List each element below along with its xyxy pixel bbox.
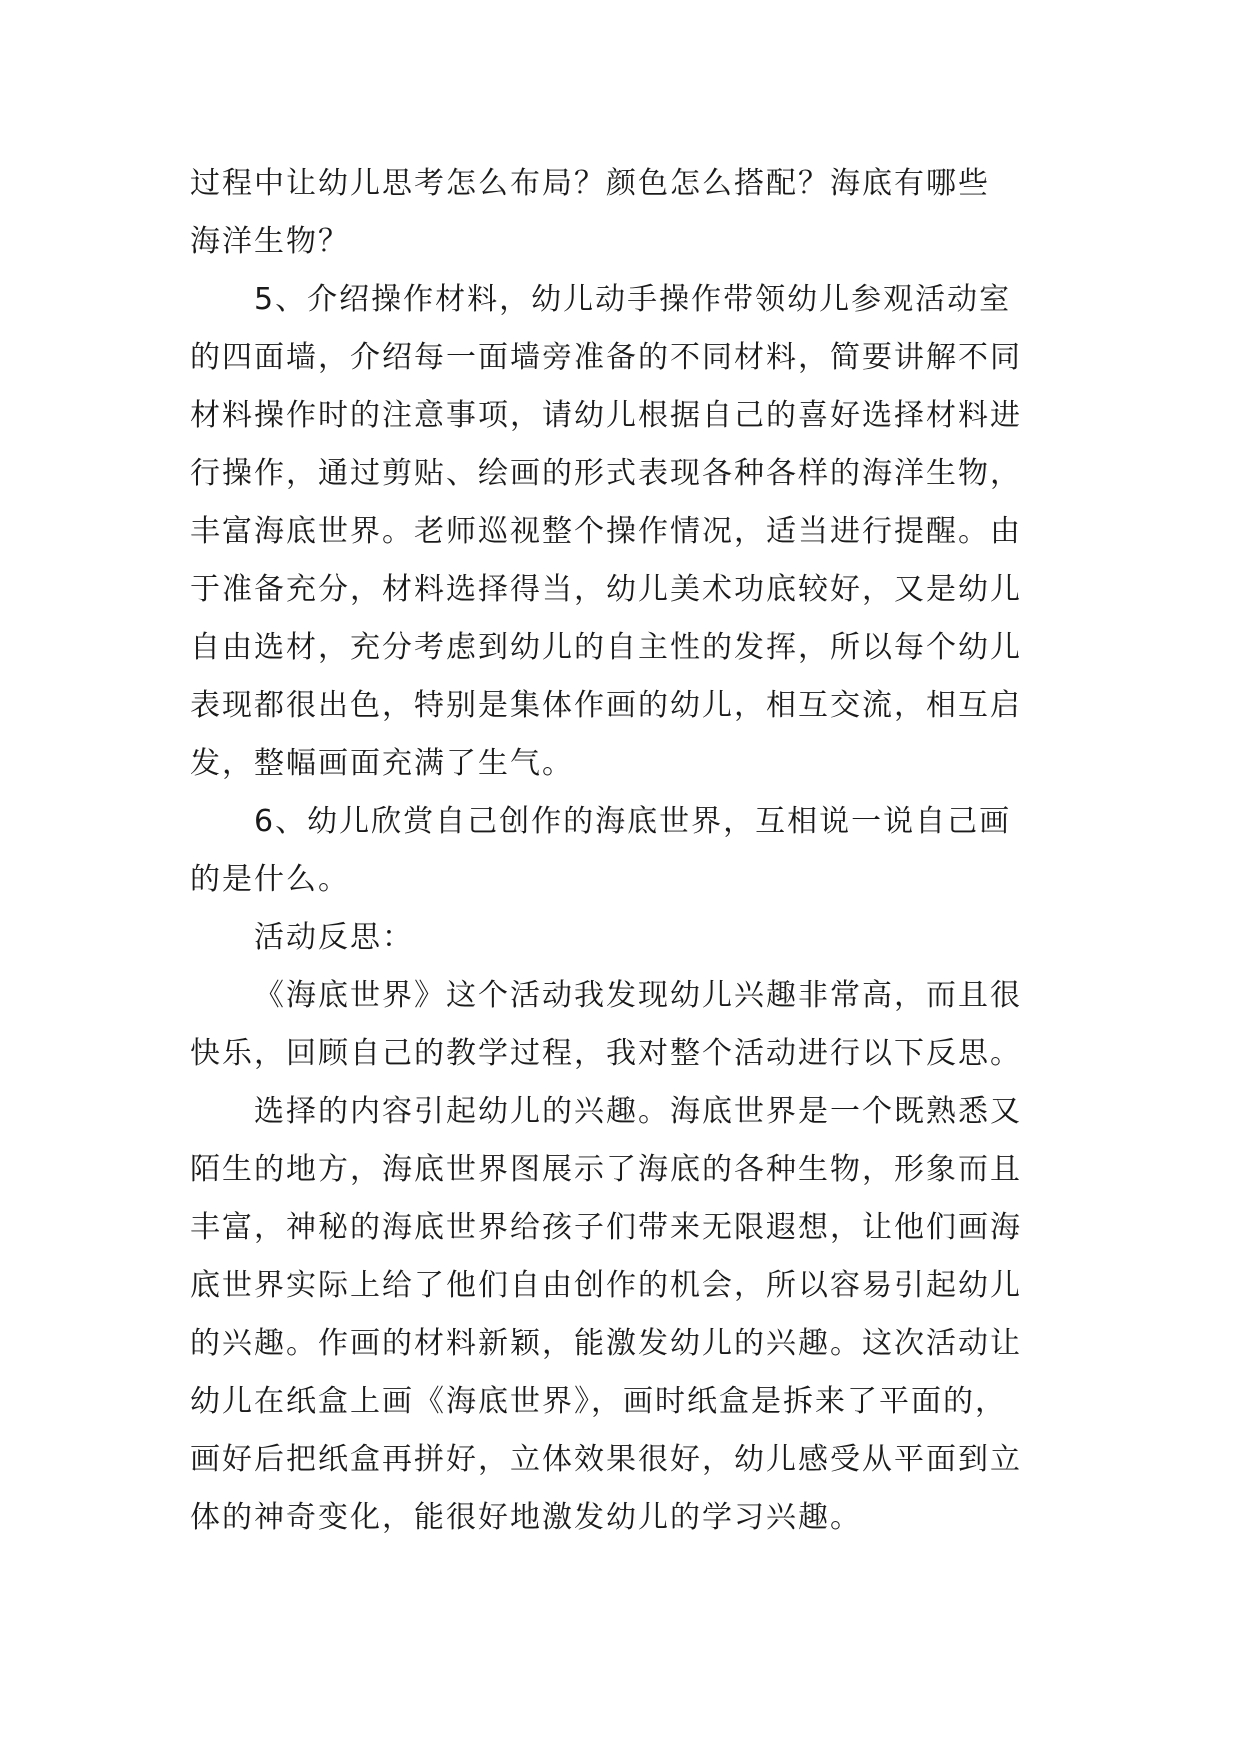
text-line: 的四面墙，介绍每一面墙旁准备的不同材料，简要讲解不同	[190, 340, 1022, 375]
text-line: 幼儿在纸盒上画《海底世界》，画时纸盒是拆来了平面的，	[190, 1384, 1007, 1419]
text-line: 陌生的地方，海底世界图展示了海底的各种生物，形象而且	[190, 1152, 1022, 1187]
text-line: 6、幼儿欣赏自己创作的海底世界，互相说一说自己画	[254, 804, 1012, 839]
text-line: 海洋生物？	[190, 224, 350, 259]
text-line: 过程中让幼儿思考怎么布局？颜色怎么搭配？海底有哪些	[190, 166, 990, 201]
text-line: 表现都很出色，特别是集体作画的幼儿，相互交流，相互启	[190, 688, 1022, 723]
text-line: 选择的内容引起幼儿的兴趣。海底世界是一个既熟悉又	[254, 1094, 1022, 1129]
text-line: 快乐，回顾自己的教学过程，我对整个活动进行以下反思。	[190, 1036, 1022, 1071]
text-line: 于准备充分，材料选择得当，幼儿美术功底较好，又是幼儿	[190, 572, 1022, 607]
text-line: 的兴趣。作画的材料新颖，能激发幼儿的兴趣。这次活动让	[190, 1326, 1022, 1361]
text-line: 活动反思：	[254, 920, 414, 955]
text-line: 的是什么。	[190, 862, 350, 897]
text-line: 丰富，神秘的海底世界给孩子们带来无限遐想，让他们画海	[190, 1210, 1022, 1245]
text-line: 自由选材，充分考虑到幼儿的自主性的发挥，所以每个幼儿	[190, 630, 1022, 665]
text-line: 行操作，通过剪贴、绘画的形式表现各种各样的海洋生物，	[190, 456, 1022, 491]
document-body	[190, 155, 1070, 1547]
text-line: 体的神奇变化，能很好地激发幼儿的学习兴趣。	[190, 1500, 862, 1535]
text-line: 《海底世界》这个活动我发现幼儿兴趣非常高，而且很	[254, 978, 1022, 1013]
text-line: 底世界实际上给了他们自由创作的机会，所以容易引起幼儿	[190, 1268, 1022, 1303]
text-line: 发，整幅画面充满了生气。	[190, 746, 574, 781]
text-line: 5、介绍操作材料，幼儿动手操作带领幼儿参观活动室	[254, 282, 1012, 317]
text-line: 画好后把纸盒再拼好，立体效果很好，幼儿感受从平面到立	[190, 1442, 1022, 1477]
text-line: 材料操作时的注意事项，请幼儿根据自己的喜好选择材料进	[190, 398, 1022, 433]
text-line: 丰富海底世界。老师巡视整个操作情况，适当进行提醒。由	[190, 514, 1022, 549]
